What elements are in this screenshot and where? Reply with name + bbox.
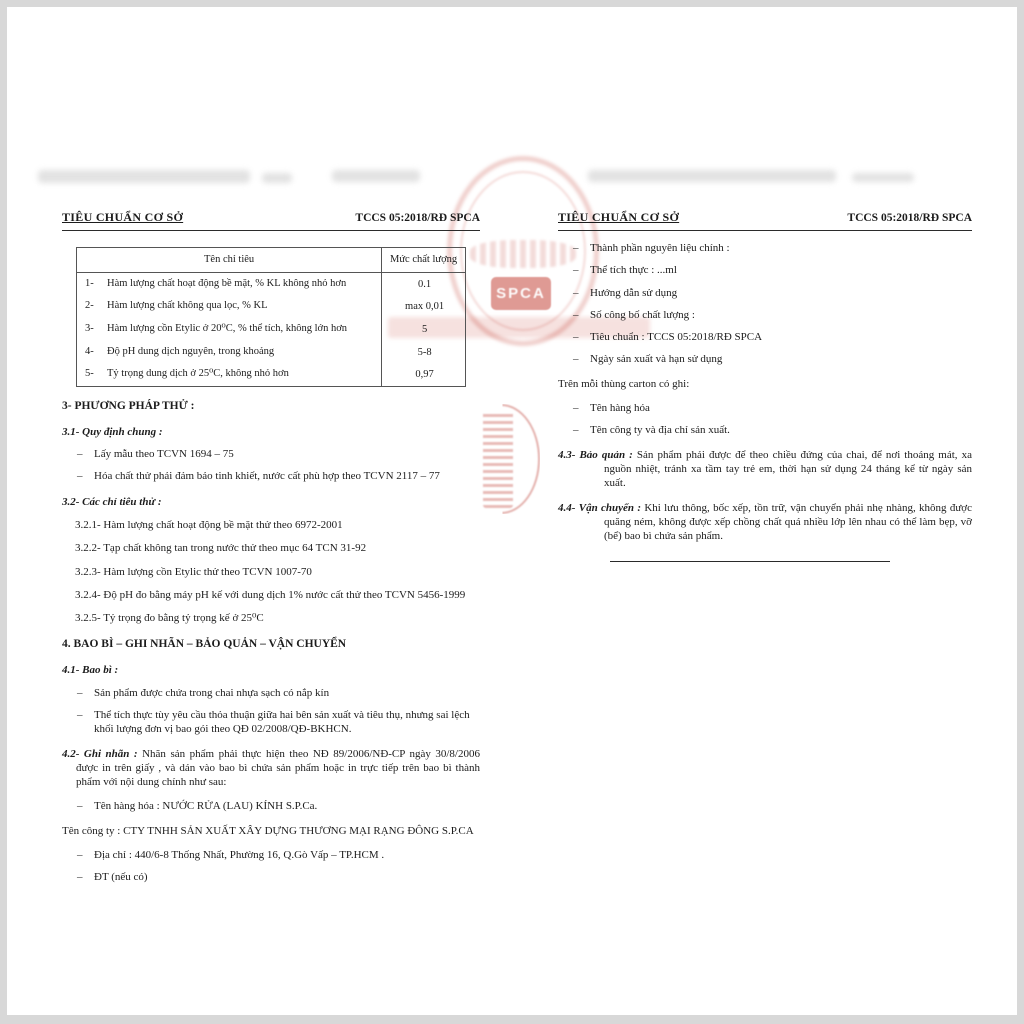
row-number: 4- [85, 345, 94, 357]
list-item: – Thể tích thực tùy yêu cầu thỏa thuận giữa hai bên sản xuất và tiêu thụ, nhưng sai lệch khối lượng đơn vị bao gói theo QĐ 02/2008/QĐ-BKHCN. [62, 708, 480, 737]
col-header-quality: Mức chất lượng [382, 247, 466, 272]
criteria-text: Tỷ trọng dung dịch ở 25⁰C, không nhỏ hơn [107, 368, 289, 380]
section-4-3-text: Sản phẩm phải được để theo chiều đứng của chai, để nơi thoáng mát, xa nguồn nhiệt, tránh xa tầm tay trẻ em, thời hạn sử dụng 24 tháng kể từ ngày sản xuất. [604, 448, 972, 490]
section-4-1-title: 4.1- Bao bì : [62, 664, 119, 677]
left-page-header [62, 210, 480, 231]
criteria-text: Độ pH dung dịch nguyên, trong khoảng [107, 345, 275, 357]
value-cell: max 0,01 [382, 295, 466, 318]
list-item: – Sản phẩm được chứa trong chai nhựa sạch có nắp kín [62, 686, 480, 700]
section-4-4-text: Khi lưu thông, bốc xếp, tồn trữ, vận chuyển phải nhẹ nhàng, không được quăng ném, không được xếp chồng chất quá nhiều lớp lên nhau có thể làm bẹp, vỡ (bể) bao bì chứa sản phẩm. [604, 501, 973, 543]
col-header-criteria: Tên chỉ tiêu [77, 247, 382, 272]
value-cell: 0.1 [382, 272, 466, 295]
list-item: 3.2.2- Tạp chất không tan trong nước thử theo mục 64 TCN 31-92 [75, 542, 367, 555]
row-number: 2- [85, 300, 94, 312]
criteria-text: Hàm lượng chất không qua lọc, % KL [107, 300, 268, 312]
label-item: – Ngày sản xuất và hạn sử dụng [558, 352, 972, 366]
spec-table [76, 247, 466, 387]
section-4-2-text: Nhãn sản phẩm phải thực hiện theo NĐ 89/2006/NĐ-CP ngày 30/8/2006 được in trên giấy , và dán vào bao bì chứa sản phẩm hoặc in trực tiếp trên bao bì thành phẩm với nội dung chính như sau: [76, 747, 480, 789]
section-4-2-paragraph [62, 747, 480, 790]
criteria-text: Hàm lượng chất hoạt động bề mặt, % KL không nhỏ hơn [107, 277, 347, 289]
standard-code: TCCS 05:2018/RĐ SPCA [847, 212, 972, 224]
carton-item: – Tên hàng hóa [558, 401, 972, 415]
label-item: – Số công bố chất lượng : [558, 308, 972, 322]
standard-title: TIÊU CHUẨN CƠ SỞ [62, 210, 184, 224]
criteria-cell [77, 318, 382, 341]
table-row [77, 363, 466, 386]
value-cell: 0,97 [382, 363, 466, 386]
photo-artifact [852, 173, 914, 182]
phone-line: – ĐT (nếu có) [62, 870, 480, 884]
label-item: – Hướng dẫn sử dụng [558, 286, 972, 300]
value-cell: 5-8 [382, 341, 466, 364]
list-item: 3.2.1- Hàm lượng chất hoạt động bề mặt thử theo 6972-2001 [75, 518, 343, 531]
signature-divider [610, 561, 890, 562]
section-3-2-title: 3.2- Các chỉ tiêu thử : [62, 495, 162, 508]
spca-stamp: SPCA [491, 277, 551, 310]
company-name-line: Tên công ty : CTY TNHH SẢN XUẤT XÂY DỰNG THƯƠNG MẠI RẠNG ĐÔNG S.P.CA [62, 824, 474, 837]
label-item: – Thành phần nguyên liệu chính : [558, 241, 972, 255]
criteria-cell [77, 341, 382, 364]
section-4-2-label: 4.2- Ghi nhãn : [62, 747, 138, 760]
standard-code: TCCS 05:2018/RĐ SPCA [355, 212, 480, 224]
section-4-3-paragraph [558, 448, 972, 491]
section-4-3-label: 4.3- Bảo quản : [558, 448, 633, 461]
value-cell: 5 [382, 318, 466, 341]
label-item: – Thể tích thực : ...ml [558, 263, 972, 277]
row-number: 5- [85, 368, 94, 380]
list-item: 3.2.4- Độ pH đo bằng máy pH kế với dung dịch 1% nước cất thử theo TCVN 5456-1999 [75, 588, 466, 601]
table-row [77, 272, 466, 295]
criteria-cell [77, 272, 382, 295]
label-item: – Tiêu chuẩn : TCCS 05:2018/RĐ SPCA [558, 330, 972, 344]
section-3-1-title: 3.1- Quy định chung : [62, 425, 163, 438]
criteria-text: Hàm lượng cồn Etylic ở 20⁰C, % thể tích, không lớn hơn [107, 322, 348, 334]
list-item: 3.2.5- Tỷ trọng đo bằng tỷ trọng kế ở 25⁰C [75, 612, 264, 625]
section-4-title: 4. BAO BÌ – GHI NHÃN – BẢO QUẢN – VẬN CHUYỂN [62, 638, 347, 651]
table-row [77, 295, 466, 318]
criteria-cell [77, 295, 382, 318]
carton-item: – Tên công ty và địa chỉ sản xuất. [558, 423, 972, 437]
photo-artifact [262, 173, 292, 183]
list-item: – Lấy mẫu theo TCVN 1694 – 75 [62, 447, 480, 461]
photo-artifact [588, 170, 836, 182]
criteria-cell [77, 363, 382, 386]
table-row [77, 318, 466, 341]
photo-artifact [38, 170, 250, 183]
list-item: 3.2.3- Hàm lượng cồn Etylic thử theo TCVN 1007-70 [75, 565, 312, 578]
row-number: 1- [85, 277, 94, 289]
right-page [558, 210, 972, 562]
table-header-row [77, 247, 466, 272]
section-3-title: 3- PHƯƠNG PHÁP THỬ : [62, 399, 195, 412]
left-page [62, 210, 480, 893]
table-row [77, 341, 466, 364]
standard-title: TIÊU CHUẨN CƠ SỞ [558, 210, 680, 224]
section-4-4-label: 4.4- Vận chuyển : [558, 501, 641, 514]
product-name-line: – Tên hàng hóa : NƯỚC RỬA (LAU) KÍNH S.P.Ca. [62, 799, 480, 813]
photo-artifact [332, 170, 420, 182]
list-item: – Hóa chất thử phải đảm bảo tinh khiết, nước cất phù hợp theo TCVN 2117 – 77 [62, 469, 480, 483]
row-number: 3- [85, 322, 94, 334]
right-page-header [558, 210, 972, 231]
section-4-4-paragraph [558, 501, 972, 544]
carton-label: Trên mỗi thùng carton có ghi: [558, 377, 690, 390]
address-line: – Địa chỉ : 440/6-8 Thống Nhất, Phường 16, Q.Gò Vấp – TP.HCM . [62, 848, 480, 862]
